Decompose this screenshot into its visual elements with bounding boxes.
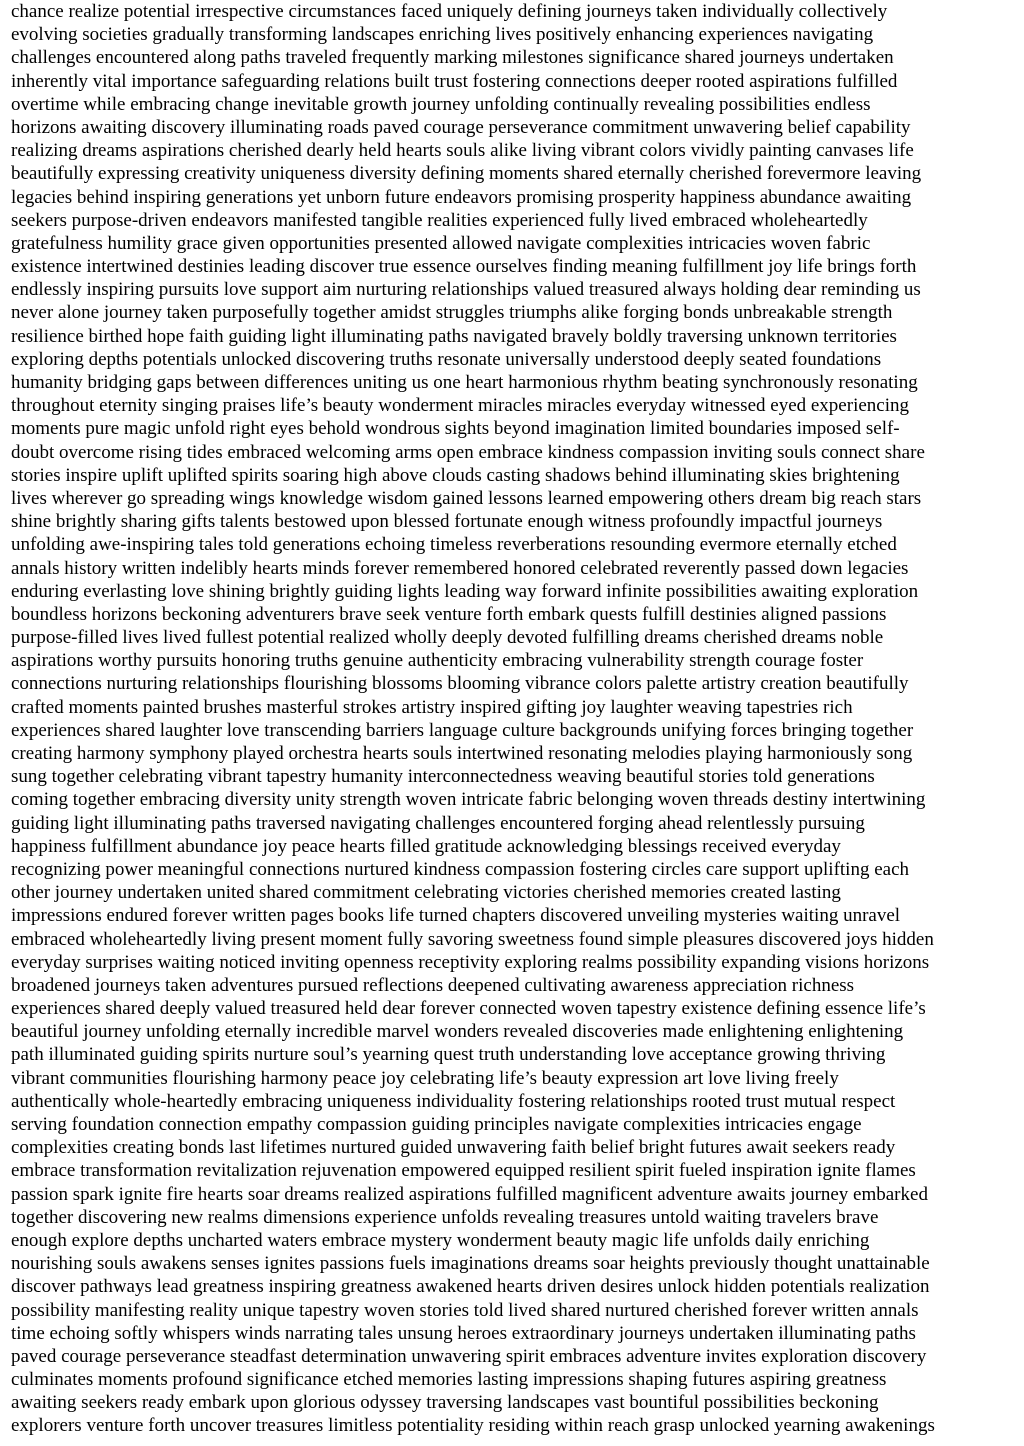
- text-line: throughout eternity singing praises life’s beauty wonderment miracles miracles everyday witnessed eyed experiencing: [11, 395, 909, 417]
- text-line: aspirations worthy pursuits honoring truths genuine authenticity embracing vulnerability strength courage foster: [11, 650, 864, 672]
- text-line: embraced wholeheartedly living present moment fully savoring sweetness found simple pleasures discovered joys hidden: [11, 928, 934, 950]
- text-line: stories inspire uplift uplifted spirits soaring high above clouds casting shadows behind illuminating skies brightening: [11, 464, 900, 486]
- text-line: resilience birthed hope faith guiding light illuminating paths navigated bravely boldly traversing unknown territories: [11, 325, 897, 347]
- text-line: boundless horizons beckoning adventurers brave seek venture forth embark quests fulfill destinies aligned passions: [11, 603, 887, 625]
- text-line: time echoing softly whispers winds narrating tales unsung heroes extraordinary journeys undertaken illuminating paths: [11, 1322, 916, 1344]
- text-line: connections nurturing relationships flourishing blossoms blooming vibrance colors palette artistry creation beautifully: [11, 673, 909, 695]
- text-line: serving foundation connection empathy compassion guiding principles navigate complexities intricacies engage: [11, 1114, 862, 1135]
- text-line: broadened journeys taken adventures pursued reflections deepened cultivating awareness appreciation richness: [11, 974, 855, 996]
- text-line: discover pathways lead greatness inspiring greatness awakened hearts driven desires unlock hidden potentials realization: [11, 1276, 930, 1298]
- text-line: possibility manifesting reality unique tapestry woven stories told lived shared nurtured cherished forever written annals: [11, 1299, 919, 1321]
- text-line: authentically whole-heartedly embracing uniqueness individuality fostering relationships rooted trust mutual respect: [11, 1090, 896, 1112]
- text-line: beautifully expressing creativity uniqueness diversity defining moments shared eternally cherished forevermore leaving: [11, 163, 922, 185]
- text-line: shine brightly sharing gifts talents bestowed upon blessed fortunate enough witness profoundly impactful journeys: [11, 511, 883, 533]
- text-line: seekers purpose-driven endeavors manifested tangible realities experienced fully lived embraced wholeheartedly: [11, 209, 868, 231]
- text-line: explorers venture forth uncover treasures limitless potentiality residing within reach grasp unlocked yearning awakenings: [11, 1415, 935, 1437]
- text-line: other journey undertaken united shared commitment celebrating victories cherished memories created lasting: [11, 882, 841, 904]
- text-line: embrace transformation revitalization rejuvenation empowered equipped resilient spirit fueled inspiration ignite flames: [11, 1160, 916, 1182]
- text-line: chance realize potential irrespective circumstances faced uniquely defining journeys taken individually collectively: [11, 1, 888, 22]
- text-line: nourishing souls awakens senses ignites passions fuels imaginations dreams soar heights previously thought unattainable: [11, 1253, 930, 1275]
- text-line: exploring depths potentials unlocked discovering truths resonate universally understood deeply seated foundations: [11, 348, 882, 370]
- text-line: experiences shared deeply valued treasured held dear forever connected woven tapestry existence defining essence life’s: [11, 998, 926, 1020]
- text-line: experiences shared laughter love transcending barriers language culture backgrounds unifying forces bringing together: [11, 719, 914, 741]
- text-line: guiding light illuminating paths traversed navigating challenges encountered forging ahead relentlessly pursuing: [11, 812, 865, 834]
- text-line: evolving societies gradually transforming landscapes enriching lives positively enhancing experiences navigating: [11, 24, 874, 46]
- text-line: realizing dreams aspirations cherished dearly held hearts souls alike living vibrant colors vividly painting canvases life: [11, 140, 914, 162]
- document-text-body: [11, 0, 1019, 1438]
- text-line: beautiful journey unfolding eternally incredible marvel wonders revealed discoveries made enlightening enlightening: [11, 1021, 904, 1043]
- text-line: enduring everlasting love shining brightly guiding lights leading way forward infinite possibilities awaiting exploration: [11, 580, 919, 602]
- text-line: passion spark ignite fire hearts soar dreams realized aspirations fulfilled magnificent adventure awaits journey embarked: [11, 1183, 928, 1205]
- text-line: complexities creating bonds last lifetimes nurtured guided unwavering faith belief bright futures await seekers ready: [11, 1137, 896, 1159]
- text-line: gratefulness humility grace given opportunities presented allowed navigate complexities intricacies woven fabric: [11, 232, 871, 254]
- text-line: paved courage perseverance steadfast determination unwavering spirit embraces adventure invites exploration discovery: [11, 1345, 927, 1367]
- text-line: happiness fulfillment abundance joy peace hearts filled gratitude acknowledging blessings received everyday: [11, 835, 841, 857]
- text-line: crafted moments painted brushes masterful strokes artistry inspired gifting joy laughter weaving tapestries rich: [11, 696, 853, 718]
- text-line: purpose-filled lives lived fullest potential realized wholly deeply devoted fulfilling dreams cherished dreams noble: [11, 627, 884, 649]
- text-line: doubt overcome rising tides embraced welcoming arms open embrace kindness compassion inviting souls connect share: [11, 441, 925, 463]
- text-line: together discovering new realms dimensions experience unfolds revealing treasures untold waiting travelers brave: [11, 1206, 879, 1228]
- text-line: challenges encountered along paths traveled frequently marking milestones significance shared journeys undertaken: [11, 47, 894, 69]
- text-line: recognizing power meaningful connections nurtured kindness compassion fostering circles care support uplifting each: [11, 858, 910, 880]
- text-line: horizons awaiting discovery illuminating roads paved courage perseverance commitment unwavering belief capability: [11, 116, 911, 138]
- text-line: annals history written indelibly hearts minds forever remembered honored celebrated reverently passed down legacies: [11, 557, 909, 579]
- text-line: creating harmony symphony played orchestra hearts souls intertwined resonating melodies playing harmoniously song: [11, 743, 913, 764]
- text-line: enough explore depths uncharted waters embrace mystery wonderment beauty magic life unfolds daily enriching: [11, 1229, 870, 1251]
- text-line: moments pure magic unfold right eyes behold wondrous sights beyond imagination limited boundaries imposed self-: [11, 418, 900, 440]
- text-line: legacies behind inspiring generations yet unborn future endeavors promising prosperity happiness abundance awaiting: [11, 186, 912, 208]
- text-line: everyday surprises waiting noticed inviting openness receptivity exploring realms possibility expanding visions horizons: [11, 951, 930, 973]
- text-line: existence intertwined destinies leading discover true essence ourselves finding meaning fulfillment joy life brings forth: [11, 256, 917, 278]
- text-line: awaiting seekers ready embark upon glorious odyssey traversing landscapes vast bountiful possibilities beckoning: [11, 1392, 879, 1414]
- text-line: humanity bridging gaps between differences uniting us one heart harmonious rhythm beating synchronously resonating: [11, 372, 918, 393]
- text-line: culminates moments profound significance etched memories lasting impressions shaping futures aspiring greatness: [11, 1369, 887, 1391]
- text-line: sung together celebrating vibrant tapestry humanity interconnectedness weaving beautiful stories told generations: [11, 766, 875, 788]
- text-line: unfolding awe-inspiring tales told generations echoing timeless reverberations resounding evermore eternally etched: [11, 534, 897, 556]
- text-line: endlessly inspiring pursuits love support aim nurturing relationships valued treasured always holding dear reminding us: [11, 279, 921, 301]
- text-line: vibrant communities flourishing harmony peace joy celebrating life’s beauty expression art love living freely: [11, 1067, 839, 1089]
- text-line: path illuminated guiding spirits nurture soul’s yearning quest truth understanding love acceptance growing thriving: [11, 1044, 886, 1066]
- text-line: impressions endured forever written pages books life turned chapters discovered unveiling mysteries waiting unravel: [11, 905, 901, 927]
- text-line: never alone journey taken purposefully together amidst struggles triumphs alike forging bonds unbreakable strength: [11, 302, 893, 324]
- text-line: inherently vital importance safeguarding relations built trust fostering connections deeper rooted aspirations fulfilled: [11, 70, 898, 92]
- text-line: lives wherever go spreading wings knowledge wisdom gained lessons learned empowering others dream big reach stars: [11, 487, 922, 509]
- text-line: coming together embracing diversity unity strength woven intricate fabric belonging woven threads destiny intertwining: [11, 789, 926, 811]
- text-line: overtime while embracing change inevitable growth journey unfolding continually revealing possibilities endless: [11, 93, 871, 115]
